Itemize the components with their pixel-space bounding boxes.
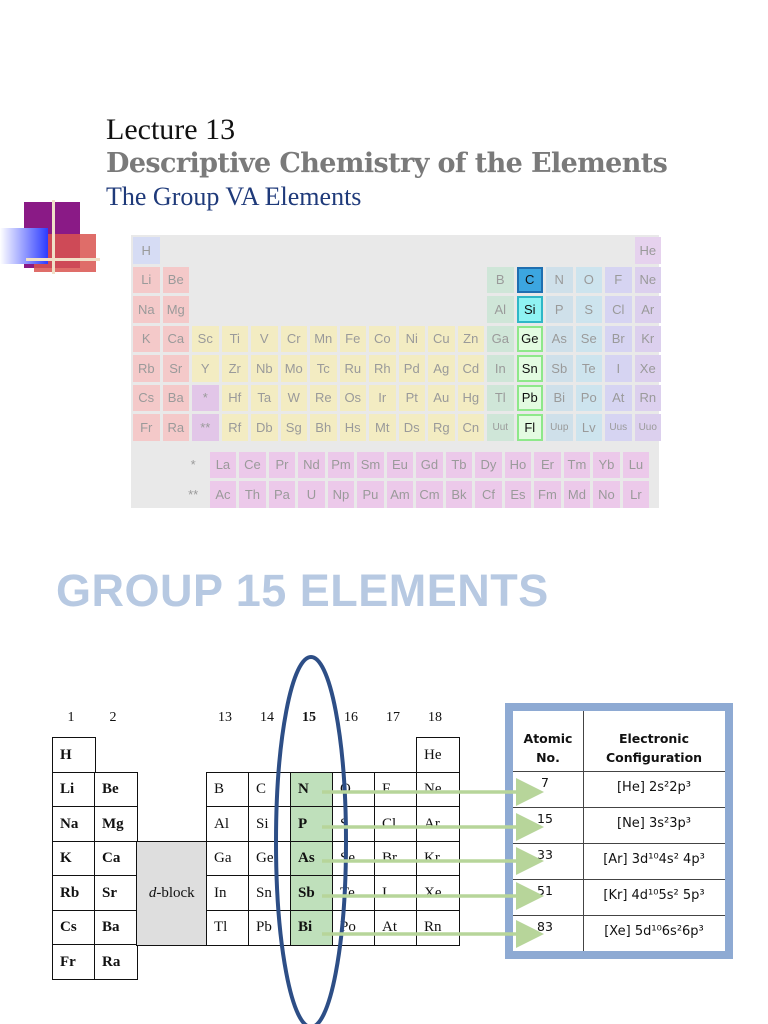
element-cell: Br — [605, 326, 632, 353]
element-cell: Ho — [505, 452, 532, 479]
element-cell: Ba — [94, 910, 138, 946]
group-number: 18 — [428, 710, 442, 725]
element-cell: Al — [487, 296, 514, 323]
element-cell: In — [487, 355, 514, 382]
element-cell: Yb — [593, 452, 620, 479]
element-cell: W — [281, 385, 308, 412]
element-cell: Ba — [163, 385, 190, 412]
element-cell: O — [576, 267, 603, 294]
header-atomic-line: Atomic — [523, 731, 573, 746]
element-cell: Kr — [416, 841, 460, 877]
element-cell: S — [576, 296, 603, 323]
element-cell: Hf — [222, 385, 249, 412]
element-cell: Nd — [298, 452, 325, 479]
element-cell: Rh — [369, 355, 396, 382]
row-divider — [513, 915, 725, 916]
element-cell: He — [416, 737, 460, 773]
element-cell: Ga — [487, 326, 514, 353]
config-table-inner — [513, 711, 725, 951]
element-cell: Ni — [399, 326, 426, 353]
element-cell: C — [517, 267, 544, 294]
element-cell: Rb — [133, 355, 160, 382]
element-cell: K — [52, 841, 96, 877]
element-cell: Fr — [52, 944, 96, 980]
header-atomic-line: No. — [536, 750, 560, 765]
element-cell: V — [251, 326, 278, 353]
element-cell: Ac — [210, 481, 237, 508]
header-atomic — [513, 729, 583, 769]
element-cell: B — [487, 267, 514, 294]
element-cell: Ti — [222, 326, 249, 353]
element-cell: Lu — [623, 452, 650, 479]
lecture-title: Lecture 13 — [106, 113, 236, 146]
element-cell: Sr — [94, 875, 138, 911]
element-cell: B — [206, 772, 250, 808]
element-cell: At — [605, 385, 632, 412]
element-cell: Au — [428, 385, 455, 412]
element-cell: Bk — [446, 481, 473, 508]
element-cell: Cr — [281, 326, 308, 353]
header-config-line: Electronic — [618, 731, 690, 746]
periodic-table-image — [131, 235, 659, 508]
element-cell: Pa — [269, 481, 296, 508]
element-cell: Po — [332, 910, 376, 946]
row-divider — [513, 879, 725, 880]
element-cell: Xe — [416, 875, 460, 911]
group15-cell: P — [290, 806, 334, 842]
electron-config: [He] 2s²2p³ — [616, 780, 692, 795]
element-cell: Sr — [163, 355, 190, 382]
element-cell: Bi — [546, 385, 573, 412]
element-cell: Nb — [251, 355, 278, 382]
element-cell: Sm — [357, 452, 384, 479]
element-cell: Pb — [517, 385, 544, 412]
element-cell: Tl — [206, 910, 250, 946]
row-divider — [513, 807, 725, 808]
element-cell: Al — [206, 806, 250, 842]
group-number: 16 — [344, 710, 358, 725]
element-cell: Uuo — [635, 414, 662, 441]
element-cell: F — [374, 772, 418, 808]
element-cell: Cm — [416, 481, 443, 508]
element-cell: Cl — [374, 806, 418, 842]
element-cell: Pu — [357, 481, 384, 508]
element-cell: Na — [52, 806, 96, 842]
element-cell: Ru — [340, 355, 367, 382]
atomic-number: 83 — [537, 919, 553, 934]
element-cell: Mt — [369, 414, 396, 441]
element-cell: Pr — [269, 452, 296, 479]
element-cell: Pm — [328, 452, 355, 479]
element-cell: Tm — [564, 452, 591, 479]
element-cell: K — [133, 326, 160, 353]
element-cell: Y — [192, 355, 219, 382]
element-cell: Sn — [517, 355, 544, 382]
atomic-number: 51 — [537, 883, 553, 898]
element-cell: Mg — [163, 296, 190, 323]
element-cell: Ra — [163, 414, 190, 441]
element-cell: U — [298, 481, 325, 508]
element-cell: Lv — [576, 414, 603, 441]
element-cell: Sb — [546, 355, 573, 382]
element-cell: Tl — [487, 385, 514, 412]
group15-cell: Sb — [290, 875, 334, 911]
element-cell: P — [546, 296, 573, 323]
element-cell: Fm — [534, 481, 561, 508]
element-cell: Md — [564, 481, 591, 508]
element-cell: Te — [332, 875, 376, 911]
series-marker: * — [190, 457, 196, 472]
dblock-cell — [136, 841, 208, 946]
element-cell: O — [332, 772, 376, 808]
element-cell: Cs — [133, 385, 160, 412]
element-cell: At — [374, 910, 418, 946]
element-cell: Dy — [475, 452, 502, 479]
element-cell: Cu — [428, 326, 455, 353]
element-cell: Re — [310, 385, 337, 412]
element-cell: Rn — [416, 910, 460, 946]
group-number: 14 — [260, 710, 274, 725]
element-cell: Mg — [94, 806, 138, 842]
dblock-label-d: d — [148, 884, 157, 901]
element-cell: Tc — [310, 355, 337, 382]
element-cell: H — [133, 237, 160, 264]
atomic-number: 15 — [537, 811, 553, 826]
group-number: 2 — [109, 710, 117, 725]
element-cell: H — [52, 737, 96, 773]
element-cell: Cn — [458, 414, 485, 441]
element-cell: Ca — [94, 841, 138, 877]
element-cell: Es — [505, 481, 532, 508]
electron-config: [Ne] 3s²3p³ — [617, 816, 691, 831]
element-cell: Fr — [133, 414, 160, 441]
element-cell: Br — [374, 841, 418, 877]
element-cell: Uut — [487, 414, 514, 441]
element-cell: Pd — [399, 355, 426, 382]
element-cell: Ca — [163, 326, 190, 353]
element-cell: Zr — [222, 355, 249, 382]
element-cell: Na — [133, 296, 160, 323]
element-cell: Ar — [635, 296, 662, 323]
element-cell: Se — [576, 326, 603, 353]
element-cell: Bh — [310, 414, 337, 441]
title-block — [106, 112, 667, 214]
element-cell: Ra — [94, 944, 138, 980]
element-cell: Pb — [248, 910, 292, 946]
group-number: 15 — [302, 710, 316, 725]
element-cell: Si — [517, 296, 544, 323]
element-cell: I — [605, 355, 632, 382]
group-number: 1 — [67, 710, 75, 725]
element-cell: Db — [251, 414, 278, 441]
element-cell: Er — [534, 452, 561, 479]
element-cell: Zn — [458, 326, 485, 353]
element-cell: Ag — [428, 355, 455, 382]
element-cell: La — [210, 452, 237, 479]
element-cell: Os — [340, 385, 367, 412]
dblock-label-rest: -block — [156, 884, 195, 901]
config-table — [505, 703, 733, 959]
element-cell: Fe — [340, 326, 367, 353]
element-cell: Rb — [52, 875, 96, 911]
element-cell: Rf — [222, 414, 249, 441]
element-cell: Ir — [369, 385, 396, 412]
decorative-squares — [0, 200, 100, 275]
atomic-number: 33 — [537, 847, 553, 862]
electron-config: [Ar] 3d¹⁰4s² 4p³ — [603, 852, 705, 867]
element-cell: N — [546, 267, 573, 294]
element-cell: Ge — [517, 326, 544, 353]
element-cell: Am — [387, 481, 414, 508]
group-table — [52, 710, 472, 1010]
element-cell: Cf — [475, 481, 502, 508]
element-cell: * — [192, 385, 219, 412]
group-number: 13 — [218, 710, 232, 725]
element-cell: S — [332, 806, 376, 842]
element-cell: Co — [369, 326, 396, 353]
element-cell: Hs — [340, 414, 367, 441]
element-cell: Be — [163, 267, 190, 294]
element-cell: Ge — [248, 841, 292, 877]
lecture-subtitle: Descriptive Chemistry of the Elements — [106, 148, 668, 179]
element-cell: Tb — [446, 452, 473, 479]
element-cell: Sg — [281, 414, 308, 441]
header-config-line: Configuration — [605, 750, 703, 765]
element-cell: Lr — [623, 481, 650, 508]
element-cell: Ce — [239, 452, 266, 479]
element-cell: Po — [576, 385, 603, 412]
row-divider — [513, 843, 725, 844]
element-cell: As — [546, 326, 573, 353]
element-cell: Sn — [248, 875, 292, 911]
element-cell: Cd — [458, 355, 485, 382]
header-config — [583, 729, 725, 769]
element-cell: Hg — [458, 385, 485, 412]
element-cell: Th — [239, 481, 266, 508]
element-cell: Ds — [399, 414, 426, 441]
electron-config: [Kr] 4d¹⁰5s² 5p³ — [603, 888, 705, 903]
element-cell: No — [593, 481, 620, 508]
element-cell: In — [206, 875, 250, 911]
element-cell: Kr — [635, 326, 662, 353]
group-title: The Group VA Elements — [106, 182, 362, 211]
row-divider — [513, 771, 725, 772]
element-cell: Cl — [605, 296, 632, 323]
element-cell: Se — [332, 841, 376, 877]
element-cell: Cs — [52, 910, 96, 946]
section-heading: GROUP 15 ELEMENTS — [56, 565, 549, 616]
element-cell: Ar — [416, 806, 460, 842]
element-cell: F — [605, 267, 632, 294]
element-cell: He — [635, 237, 662, 264]
element-cell: Fl — [517, 414, 544, 441]
element-cell: Np — [328, 481, 355, 508]
element-cell: Uus — [605, 414, 632, 441]
element-cell: Sc — [192, 326, 219, 353]
element-cell: Rn — [635, 385, 662, 412]
element-cell: Ga — [206, 841, 250, 877]
group15-cell: N — [290, 772, 334, 808]
element-cell: Li — [52, 772, 96, 808]
element-cell: Eu — [387, 452, 414, 479]
series-marker: ** — [188, 486, 199, 502]
element-cell: Ta — [251, 385, 278, 412]
element-cell: Ne — [416, 772, 460, 808]
element-cell: Uup — [546, 414, 573, 441]
element-cell: Rg — [428, 414, 455, 441]
element-cell: Si — [248, 806, 292, 842]
group-number: 17 — [386, 710, 400, 725]
element-cell: C — [248, 772, 292, 808]
atomic-number: 7 — [541, 775, 549, 790]
electron-config: [Xe] 5d¹⁰6s²6p³ — [604, 924, 704, 939]
element-cell: Pt — [399, 385, 426, 412]
element-cell: Gd — [416, 452, 443, 479]
element-cell: Be — [94, 772, 138, 808]
element-cell: ** — [192, 414, 219, 441]
element-cell: I — [374, 875, 418, 911]
element-cell: Mo — [281, 355, 308, 382]
group15-cell: As — [290, 841, 334, 877]
group15-cell: Bi — [290, 910, 334, 946]
element-cell: Mn — [310, 326, 337, 353]
element-cell: Xe — [635, 355, 662, 382]
element-cell: Ne — [635, 267, 662, 294]
element-cell: Li — [133, 267, 160, 294]
element-cell: Te — [576, 355, 603, 382]
